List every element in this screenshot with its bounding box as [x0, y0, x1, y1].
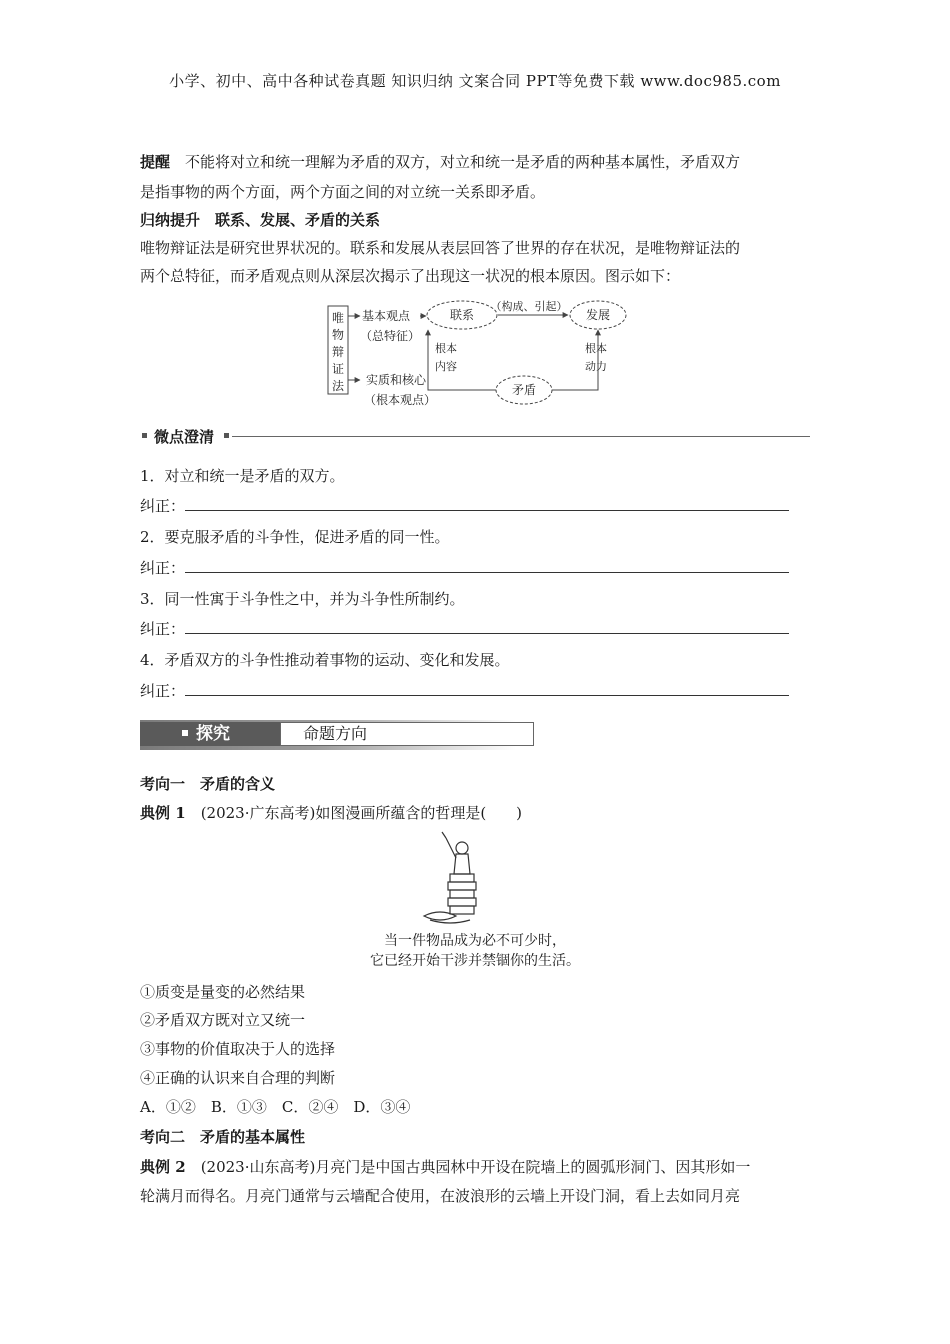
banner-right	[280, 722, 534, 746]
option-3: ③事物的价值取决于人的选择	[140, 1040, 336, 1058]
correction-blank[interactable]	[185, 496, 789, 511]
diagram-left-char-2: 物	[331, 328, 345, 342]
clarify-item-4: 4．矛盾双方的斗争性推动着事物的运动、变化和发展。	[140, 651, 510, 669]
diagram-basic-view-sub: （总特征）	[360, 329, 421, 343]
summary-line-2: 两个总特征，而矛盾观点则从深层次揭示了出现这一状况的根本原因。图示如下：	[140, 267, 681, 285]
diagram-left-char-1: 唯	[331, 311, 345, 325]
cartoon-caption-1: 当一件物品成为必不可少时，	[384, 933, 566, 949]
reminder-label: 提醒	[140, 153, 171, 171]
clarify-title: 微点澄清	[154, 428, 215, 446]
relationship-diagram	[320, 298, 640, 412]
right-label-2: 动力	[585, 360, 607, 373]
node-link-label: 联系	[449, 308, 475, 322]
correction-label: 纠正：	[140, 497, 186, 515]
example2-label: 典例 2	[140, 1158, 186, 1176]
example1	[140, 803, 812, 823]
banner-left-label: 探究	[196, 724, 230, 744]
diagram-left-char-3: 辩	[331, 345, 345, 359]
section-rule	[232, 436, 810, 437]
summary-heading	[140, 210, 812, 230]
option-4: ④正确的认识来自合理的判断	[140, 1069, 336, 1087]
banner-marker-icon	[182, 730, 188, 736]
reminder-line-1	[140, 152, 812, 172]
correction-blank[interactable]	[185, 681, 789, 696]
direction2-title: 考向二 矛盾的基本属性	[140, 1128, 306, 1146]
node-development-label: 发展	[585, 308, 611, 322]
edge-top-label: （构成、引起）	[490, 300, 568, 313]
correction-label: 纠正：	[140, 559, 186, 577]
option-2: ②矛盾双方既对立又统一	[140, 1011, 306, 1029]
diagram-left-char-5: 法	[331, 379, 345, 393]
reminder-text-1: 不能将对立和统一理解为矛盾的双方，对立和统一是矛盾的两种基本属性，矛盾双方	[185, 153, 741, 171]
node-contradiction-label: 矛盾	[511, 383, 537, 397]
left-label-1: 根本	[435, 342, 457, 355]
clarify-item-2: 2．要克服矛盾的斗争性，促进矛盾的同一性。	[140, 528, 450, 546]
correction-blank[interactable]	[185, 558, 789, 573]
example2-line-1	[140, 1157, 812, 1177]
correction-line-1	[140, 496, 812, 516]
diagram-left-char-4: 证	[331, 362, 345, 376]
summary-title: 联系、发展、矛盾的关系	[215, 211, 381, 229]
banner-left	[140, 722, 280, 746]
left-label-2: 内容	[435, 360, 457, 373]
correction-line-4	[140, 681, 812, 701]
clarify-section-header	[140, 426, 810, 446]
diagram-essence: 实质和核心	[366, 373, 427, 387]
cartoon-illustration	[410, 830, 510, 930]
option-1: ①质变是量变的必然结果	[140, 983, 306, 1001]
right-label-1: 根本	[585, 342, 607, 355]
correction-label: 纠正：	[140, 620, 186, 638]
reminder-line-2: 是指事物的两个方面，两个方面之间的对立统一关系即矛盾。	[140, 183, 546, 201]
correction-label: 纠正：	[140, 682, 186, 700]
clarify-item-1: 1．对立和统一是矛盾的双方。	[140, 467, 345, 485]
example2-text-1: (2023·山东高考)月亮门是中国古典园林中开设在院墙上的圆弧形洞门、因其形如一	[200, 1158, 751, 1176]
clarify-item-3: 3．同一性寓于斗争性之中，并为斗争性所制约。	[140, 590, 465, 608]
section-marker-icon	[224, 433, 229, 438]
correction-blank[interactable]	[185, 619, 789, 634]
correction-line-3	[140, 619, 812, 639]
summary-label: 归纳提升	[140, 211, 201, 229]
diagram-essence-sub: （根本观点）	[364, 393, 437, 407]
cartoon-caption-2: 它已经开始干涉并禁锢你的生活。	[370, 953, 580, 969]
explore-banner	[140, 720, 516, 750]
summary-line-1: 唯物辩证法是研究世界状况的。联系和发展从表层回答了世界的存在状况，是唯物辩证法的	[140, 239, 741, 257]
correction-line-2	[140, 558, 812, 578]
answer-choices: A．①② B．①③ C．②④ D．③④	[140, 1098, 411, 1116]
section-marker-icon	[142, 433, 147, 438]
diagram-basic-view: 基本观点	[362, 309, 411, 323]
example2-line-2: 轮满月而得名。月亮门通常与云墙配合使用，在波浪形的云墙上开设门洞，看上去如同月亮	[140, 1187, 741, 1205]
page-header: 小学、初中、高中各种试卷真题 知识归纳 文案合同 PPT等免费下载 www.doc985.com	[169, 72, 781, 90]
banner-right-label: 命题方向	[303, 724, 368, 743]
example1-label: 典例 1	[140, 804, 186, 822]
example1-text: (2023·广东高考)如图漫画所蕴含的哲理是( )	[200, 804, 523, 822]
direction1-title: 考向一 矛盾的含义	[140, 775, 276, 793]
